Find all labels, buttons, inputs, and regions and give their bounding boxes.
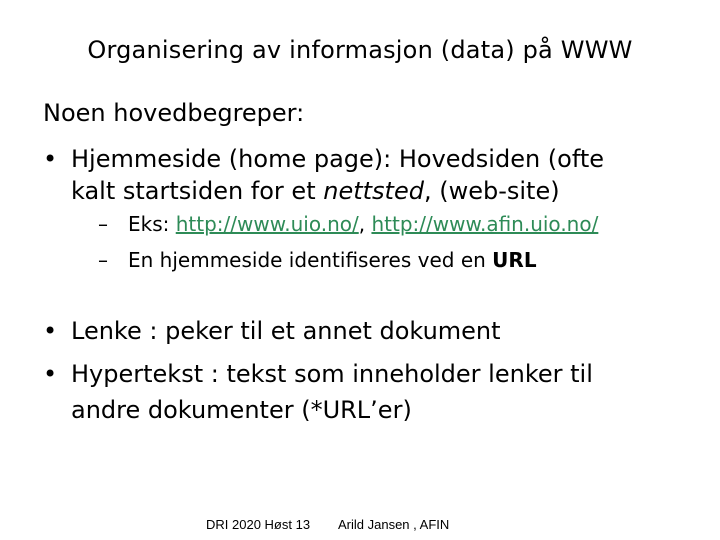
bullet-dot: • <box>43 145 58 173</box>
examples-separator: , <box>358 212 372 236</box>
bullet-home-page-line2-post: , (web-site) <box>423 177 560 205</box>
intro-heading: Noen hovedbegreper: <box>43 99 305 127</box>
slide-title: Organisering av informasjon (data) på WWW <box>87 36 633 64</box>
sub-bullet-url-text <box>128 248 537 272</box>
url-sentence: En hjemmeside identifiseres ved en <box>128 248 493 272</box>
url-term: URL <box>492 248 537 272</box>
bullet-home-page-line2-pre: kalt startsiden for et <box>71 177 324 205</box>
link-afin[interactable]: http://www.afin.uio.no/ <box>371 212 599 236</box>
sub-bullet-dash: – <box>98 212 108 236</box>
bullet-hypertekst-line1: Hypertekst : tekst som inneholder lenker til <box>71 360 593 388</box>
link-uio[interactable]: http://www.uio.no/ <box>175 212 359 236</box>
bullet-hypertekst-line2: andre dokumenter (*URL’er) <box>71 396 412 424</box>
bullet-dot: • <box>43 360 58 388</box>
examples-prefix: Eks: <box>128 212 176 236</box>
nettsted-term: nettsted <box>323 177 424 205</box>
bullet-home-page-line1: Hjemmeside (home page): Hovedsiden (ofte <box>71 145 605 173</box>
bullet-home-page-line2 <box>71 174 560 208</box>
footer-course: DRI 2020 Høst 13 <box>206 517 311 532</box>
bullet-lenke-text: Lenke : peker til et annet dokument <box>71 317 501 345</box>
bullet-dot: • <box>43 317 58 345</box>
footer-author: Arild Jansen , AFIN <box>338 517 450 532</box>
sub-bullet-dash: – <box>98 248 108 272</box>
sub-bullet-examples-text <box>128 212 598 236</box>
